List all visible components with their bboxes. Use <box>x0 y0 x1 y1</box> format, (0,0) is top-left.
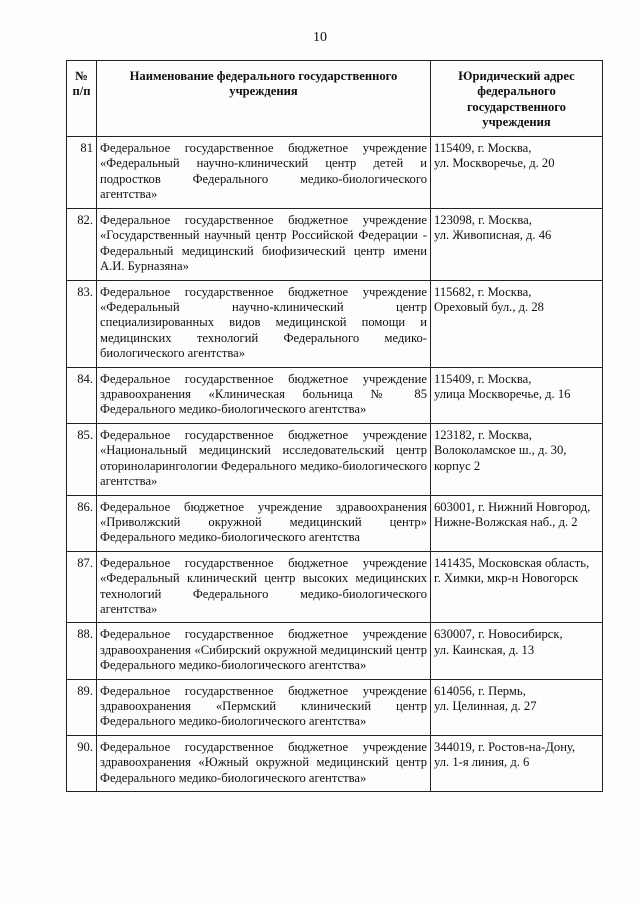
institution-name: Федеральное государственное бюджетное учреждение «Федеральный научно-клинический центр специализированных видов медицинской помощи и медицинских технологий Федерального медико-биологического агентства» <box>97 280 431 367</box>
header-address: Юридический адрес федерального государственного учреждения <box>431 61 603 137</box>
institution-name: Федеральное государственное бюджетное учреждение здравоохранения «Сибирский окружной медицинский центр Федерального медико-биологического агентства» <box>97 623 431 679</box>
address-line: Нижне-Волжская наб., д. 2 <box>434 514 578 529</box>
institution-address <box>431 280 603 367</box>
table-row <box>67 280 603 367</box>
institution-address <box>431 679 603 735</box>
institution-name: Федеральное бюджетное учреждение здравоохранения «Приволжский окружной медицинский центр» Федерального медико-биологического агентства <box>97 495 431 551</box>
address-line: 603001, г. Нижний Новгород, <box>434 499 591 514</box>
address-line: г. Химки, мкр-н Новогорск <box>434 571 579 586</box>
address-line: корпус 2 <box>434 458 481 473</box>
row-number: 81 <box>67 137 97 209</box>
institution-address <box>431 423 603 495</box>
institution-address <box>431 367 603 423</box>
address-line: Ореховый бул., д. 28 <box>434 300 544 315</box>
address-line: 115409, г. Москва, <box>434 371 532 386</box>
address-line: ул. 1-я линия, д. 6 <box>434 755 530 770</box>
institution-name: Федеральное государственное бюджетное учреждение «Федеральный научно-клинический центр детей и подростков Федерального медико-биологического агентства» <box>97 137 431 209</box>
institution-name: Федеральное государственное бюджетное учреждение «Национальный медицинский исследовательский центр оториноларингологии Федерального медико-биологического агентства» <box>97 423 431 495</box>
institution-name: Федеральное государственное бюджетное учреждение «Государственный научный центр Российской Федерации - Федеральный медицинский биофизический центр имени А.И. Бурназяна» <box>97 209 431 281</box>
row-number: 88. <box>67 623 97 679</box>
address-line: 141435, Московская область, <box>434 555 590 570</box>
institution-name: Федеральное государственное бюджетное учреждение «Федеральный клинический центр высоких медицинских технологий Федерального медико-биологического агентства» <box>97 551 431 623</box>
institutions-table <box>66 60 603 792</box>
table-row <box>67 423 603 495</box>
address-line: 123098, г. Москва, <box>434 213 532 227</box>
row-number: 86. <box>67 495 97 551</box>
address-line: 614056, г. Пермь, <box>434 683 526 698</box>
row-number: 84. <box>67 367 97 423</box>
header-name: Наименование федерального государственного учреждения <box>97 61 431 137</box>
table-row <box>67 495 603 551</box>
institution-name: Федеральное государственное бюджетное учреждение здравоохранения «Пермский клинический центр Федерального медико-биологического агентства» <box>97 679 431 735</box>
row-number: 90. <box>67 735 97 791</box>
row-number: 82. <box>67 209 97 281</box>
address-line: ул. Москворечье, д. 20 <box>434 156 555 171</box>
address-line: ул. Целинная, д. 27 <box>434 698 537 713</box>
institution-address <box>431 735 603 791</box>
institution-address <box>431 551 603 623</box>
table-row <box>67 137 603 209</box>
address-line: 123182, г. Москва, <box>434 427 532 442</box>
address-line: ул. Каинская, д. 13 <box>434 642 535 657</box>
address-line: 115409, г. Москва, <box>434 141 532 155</box>
table-row <box>67 551 603 623</box>
address-line: улица Москворечье, д. 16 <box>434 387 571 402</box>
table-header-row <box>67 61 603 137</box>
address-line: Волоколамское ш., д. 30, <box>434 443 567 458</box>
address-line: 344019, г. Ростов-на-Дону, <box>434 739 576 754</box>
address-line: 630007, г. Новосибирск, <box>434 627 563 642</box>
address-line: 115682, г. Москва, <box>434 284 532 299</box>
table-row <box>67 209 603 281</box>
table-row <box>67 623 603 679</box>
address-line: ул. Живописная, д. 46 <box>434 228 552 243</box>
table-row <box>67 367 603 423</box>
institution-address <box>431 623 603 679</box>
table-row <box>67 735 603 791</box>
row-number: 89. <box>67 679 97 735</box>
row-number: 85. <box>67 423 97 495</box>
institution-address <box>431 209 603 281</box>
header-num: № п/п <box>67 61 97 137</box>
institution-name: Федеральное государственное бюджетное учреждение здравоохранения «Южный окружной медицинский центр Федерального медико-биологического агентства» <box>97 735 431 791</box>
institution-name: Федеральное государственное бюджетное учреждение здравоохранения «Клиническая больница № 85 Федерального медико-биологического агентства» <box>97 367 431 423</box>
row-number: 83. <box>67 280 97 367</box>
institution-address <box>431 137 603 209</box>
page-number: 10 <box>313 30 327 45</box>
table-row <box>67 679 603 735</box>
row-number: 87. <box>67 551 97 623</box>
institution-address <box>431 495 603 551</box>
